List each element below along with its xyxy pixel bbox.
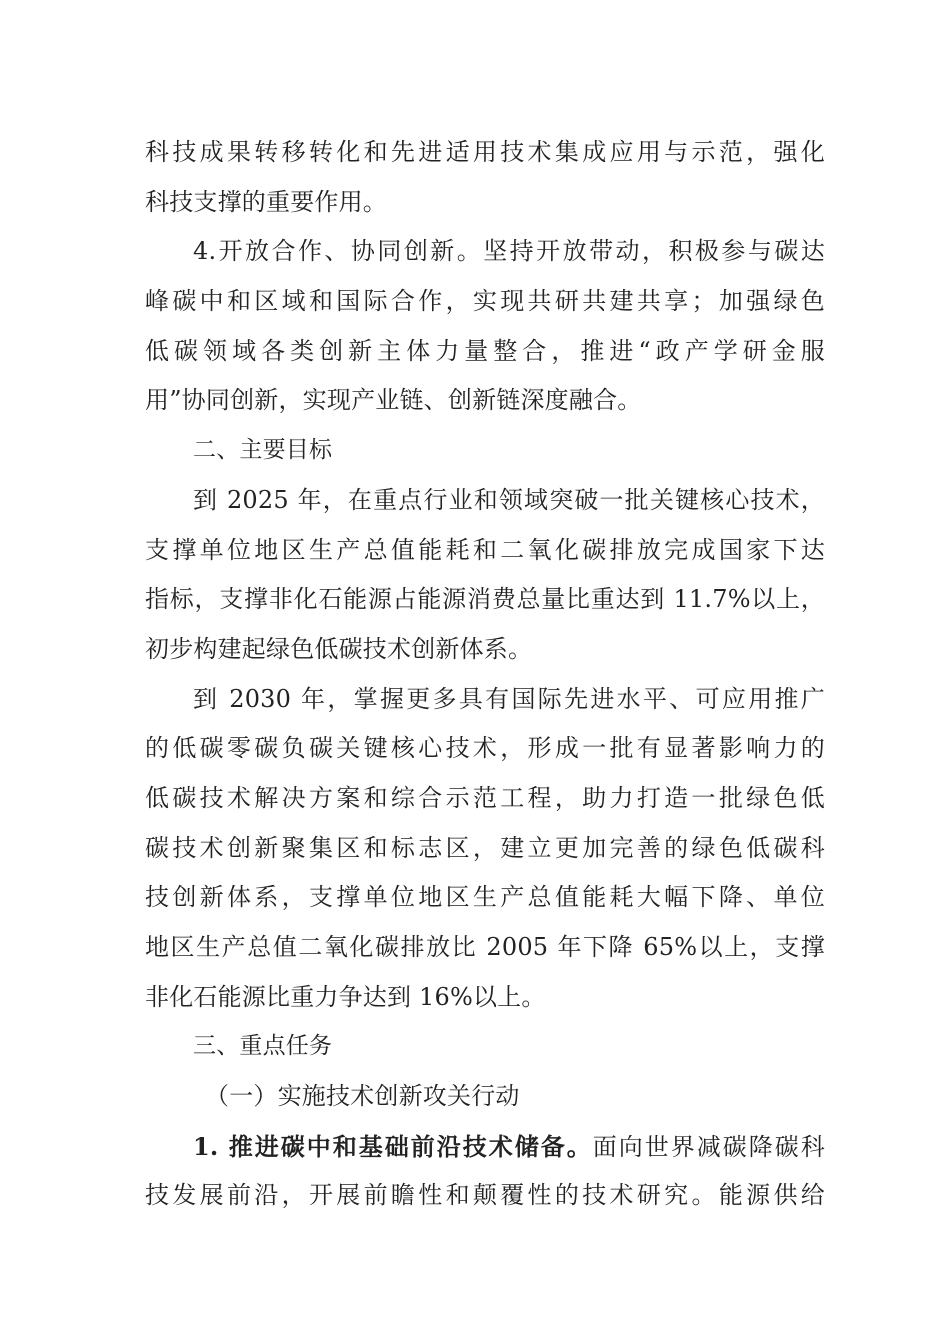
document-body	[145, 128, 825, 1221]
section-heading-main-goals: 二、主要目标	[193, 437, 333, 464]
body-line: 指标，支撑非化石能源占能源消费总量比重达到 11.7%以上，	[145, 585, 825, 614]
body-line: 峰碳中和区域和国际合作，实现共研共建共享；加强绿色	[145, 287, 825, 316]
goal-2030-line: 到 2030 年，掌握更多具有国际先进水平、可应用推广	[193, 684, 825, 713]
goal-2025-line: 到 2025 年，在重点行业和领域突破一批关键核心技术，	[193, 485, 825, 514]
body-line: 地区生产总值二氧化碳排放比 2005 年下降 65%以上，支撑	[145, 933, 825, 961]
body-line: 低碳领域各类创新主体力量整合，推进“政产学研金服	[145, 336, 825, 365]
task-1-title: 1. 推进碳中和基础前沿技术储备。	[193, 1131, 593, 1161]
principle-4-line: 4.开放合作、协同创新。坚持开放带动，积极参与碳达	[193, 237, 825, 266]
body-line: 非化石能源比重力争达到 16%以上。	[145, 982, 546, 1011]
body-line: 科技成果转移转化和先进适用技术集成应用与示范，强化	[145, 138, 825, 166]
body-line: 的低碳零碳负碳关键核心技术，形成一批有显著影响力的	[145, 734, 825, 763]
task-1-text: 面向世界减碳降碳科	[592, 1132, 825, 1161]
body-line: 技发展前沿，开展前瞻性和颠覆性的技术研究。能源供给	[145, 1181, 825, 1210]
body-line: 技创新体系，支撑单位地区生产总值能耗大幅下降、单位	[145, 883, 825, 912]
body-line: 支撑单位地区生产总值能耗和二氧化碳排放完成国家下达	[145, 535, 825, 564]
body-line: 低碳技术解决方案和综合示范工程，助力打造一批绿色低	[145, 783, 825, 812]
task-1-line	[145, 1122, 825, 1172]
section-heading-key-tasks: 三、重点任务	[193, 1033, 333, 1060]
body-line: 用”协同创新，实现产业链、创新链深度融合。	[145, 386, 642, 415]
body-line: 初步构建起绿色低碳技术创新体系。	[145, 634, 533, 663]
subsection-heading: （一）实施技术创新攻关行动	[205, 1082, 520, 1111]
body-line: 碳技术创新聚集区和标志区，建立更加完善的绿色低碳科	[145, 833, 825, 862]
body-line: 科技支撑的重要作用。	[145, 187, 387, 216]
